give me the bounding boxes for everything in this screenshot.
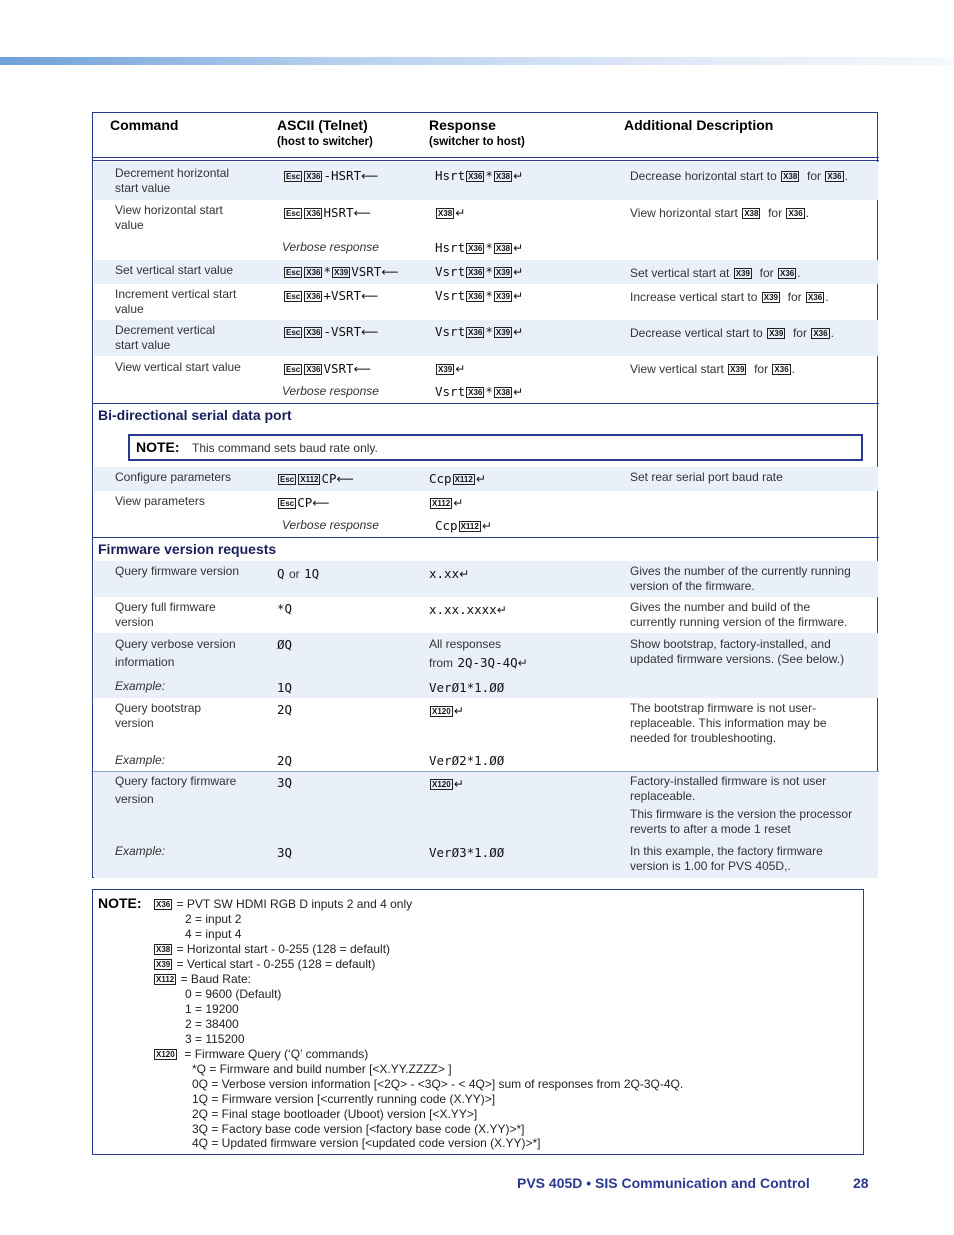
example-label: Example: bbox=[115, 679, 166, 693]
response: from 2Q-3Q-4Q↵ bbox=[429, 655, 528, 670]
description: Gives the number of the currently running bbox=[630, 564, 851, 578]
description: Show bootstrap, factory-installed, and bbox=[630, 637, 831, 651]
sis-command-table bbox=[92, 112, 878, 878]
response: Hsrt X36 * X38 ↵ bbox=[435, 168, 524, 183]
command-label: Query firmware version bbox=[115, 564, 240, 578]
verbose-label: Verbose response bbox=[282, 518, 379, 532]
response: All responses bbox=[429, 637, 502, 651]
note-line: 1Q = Firmware version [<currently running code (X.YY)>] bbox=[192, 1092, 496, 1106]
description: Set vertical start at X39 for X36 . bbox=[630, 266, 801, 280]
description: View vertical start X39 for X36 . bbox=[630, 362, 795, 376]
ascii-command: Esc X36 -VSRT⟵ bbox=[286, 324, 379, 339]
example-response: VerØ1*1.ØØ bbox=[429, 680, 505, 695]
note-line: 2 = 38400 bbox=[185, 1017, 239, 1031]
command-label: start value bbox=[115, 181, 171, 195]
verbose-response: Hsrt X36 * X38 ↵ bbox=[435, 240, 524, 255]
divider bbox=[93, 537, 879, 538]
page-number: 28 bbox=[853, 1175, 869, 1191]
description: reverts to after a mode 1 reset bbox=[630, 822, 791, 836]
divider bbox=[93, 160, 879, 161]
example-ascii: 2Q bbox=[277, 753, 293, 768]
col-header-command: Command bbox=[110, 117, 179, 133]
section-title-serial: Bi-directional serial data port bbox=[98, 407, 292, 423]
response: Vsrt X36 * X39 ↵ bbox=[435, 264, 524, 279]
description: In this example, the factory firmware bbox=[630, 844, 823, 858]
col-header-response: Response bbox=[429, 117, 496, 133]
response: X112 ↵ bbox=[432, 496, 464, 510]
divider bbox=[93, 157, 879, 158]
description: Set rear serial port baud rate bbox=[630, 470, 783, 484]
note-line: X120 = Firmware Query (‘Q’ commands) bbox=[156, 1047, 369, 1061]
command-label: version bbox=[115, 716, 154, 730]
example-ascii: 1Q bbox=[277, 680, 293, 695]
note-line: X112 = Baud Rate: bbox=[156, 972, 251, 986]
note-line: X36 = PVT SW HDMI RGB D inputs 2 and 4 only bbox=[156, 897, 413, 911]
command-label: information bbox=[115, 655, 175, 669]
verbose-label: Verbose response bbox=[282, 384, 379, 398]
description: Decrease vertical start to X39 for X36 . bbox=[630, 326, 834, 340]
col-header-description: Additional Description bbox=[624, 117, 774, 133]
response: X38 ↵ bbox=[438, 206, 466, 220]
response: Ccp X112 ↵ bbox=[429, 471, 486, 486]
command-label: View vertical start value bbox=[115, 360, 241, 374]
ascii-command: Esc X36 VSRT⟵ bbox=[286, 361, 371, 376]
note-line: X38 = Horizontal start - 0-255 (128 = default) bbox=[156, 942, 391, 956]
description: replaceable. bbox=[630, 789, 696, 803]
ascii-command: Esc X36 * X39 VSRT⟵ bbox=[286, 264, 399, 279]
description: Factory-installed firmware is not user bbox=[630, 774, 827, 788]
command-label: value bbox=[115, 302, 144, 316]
description: View horizontal start X38 for X36 . bbox=[630, 206, 810, 220]
note-line: 4Q = Updated firmware version [<updated code version (X.YY)>*] bbox=[192, 1136, 541, 1150]
note-line: X39 = Vertical start - 0-255 (128 = default) bbox=[156, 957, 376, 971]
description: Decrease horizontal start to X38 for X36 . bbox=[630, 169, 848, 183]
description: replaceable. This information may be bbox=[630, 716, 827, 730]
command-label: Query bootstrap bbox=[115, 701, 202, 715]
description: version of the firmware. bbox=[630, 579, 755, 593]
note-line: 3 = 115200 bbox=[185, 1032, 245, 1046]
response: X120 ↵ bbox=[432, 704, 464, 718]
command-label: Decrement horizontal bbox=[115, 166, 230, 180]
note-line: 3Q = Factory base code version [<factory base code (X.YY)>*] bbox=[192, 1122, 525, 1136]
note-line: 1 = 19200 bbox=[185, 1002, 239, 1016]
note-line: *Q = Firmware and build number [<X.YY.ZZZZ> ] bbox=[192, 1062, 452, 1076]
command-label: Query full firmware bbox=[115, 600, 216, 614]
command-label: Decrement vertical bbox=[115, 323, 216, 337]
command-label: Query factory firmware bbox=[115, 774, 237, 788]
command-label: View horizontal start bbox=[115, 203, 223, 217]
ascii-command: *Q bbox=[277, 601, 293, 616]
col-header-ascii: ASCII (Telnet) bbox=[277, 117, 368, 133]
divider bbox=[93, 771, 879, 772]
ascii-command: Esc X112 CP⟵ bbox=[280, 471, 354, 486]
response: X39 ↵ bbox=[438, 362, 466, 376]
description: Gives the number and build of the bbox=[630, 600, 811, 614]
command-label: start value bbox=[115, 338, 171, 352]
description: Increase vertical start to X39 for X36 . bbox=[630, 290, 829, 304]
description: currently running version of the firmware. bbox=[630, 615, 848, 629]
verbose-label: Verbose response bbox=[282, 240, 379, 254]
verbose-response: Ccp X112 ↵ bbox=[435, 518, 492, 533]
description: This firmware is the version the processor bbox=[630, 807, 853, 821]
note-label: NOTE: bbox=[136, 439, 180, 455]
section-title-firmware: Firmware version requests bbox=[98, 541, 277, 557]
note-line: 2Q = Final stage bootloader (Uboot) version [<X.YY>] bbox=[192, 1107, 478, 1121]
example-response: VerØ3*1.ØØ bbox=[429, 845, 505, 860]
example-label: Example: bbox=[115, 844, 166, 858]
command-label: Configure parameters bbox=[115, 470, 232, 484]
ascii-command: Esc X36 HSRT⟵ bbox=[286, 205, 371, 220]
command-label: Query verbose version bbox=[115, 637, 236, 651]
command-label: Increment vertical start bbox=[115, 287, 237, 301]
response: x.xx.xxxx↵ bbox=[429, 602, 507, 617]
note-line: 0Q = Verbose version information [<2Q> - <3Q> - < 4Q>] sum of responses from 2Q-3Q-4Q. bbox=[192, 1077, 684, 1091]
command-label: View parameters bbox=[115, 494, 205, 508]
note-line: 0 = 9600 (Default) bbox=[185, 987, 282, 1001]
col-header-response-sub: (switcher to host) bbox=[429, 136, 525, 148]
variables-note-box bbox=[92, 889, 864, 1155]
description: needed for troubleshooting. bbox=[630, 731, 777, 745]
ascii-command: 2Q bbox=[277, 702, 293, 717]
response: X120 ↵ bbox=[432, 777, 464, 791]
header-gradient-bar bbox=[0, 57, 954, 65]
command-label: value bbox=[115, 218, 144, 232]
note-line: 2 = input 2 bbox=[185, 912, 242, 926]
verbose-response: Vsrt X36 * X38 ↵ bbox=[435, 384, 524, 399]
col-header-ascii-sub: (host to switcher) bbox=[277, 136, 373, 148]
example-response: VerØ2*1.ØØ bbox=[429, 753, 505, 768]
description: version is 1.00 for PVS 405D,. bbox=[630, 859, 791, 873]
serial-note-box bbox=[128, 434, 863, 461]
ascii-command: Esc X36 -HSRT⟵ bbox=[286, 168, 379, 183]
response: x.xx↵ bbox=[429, 566, 470, 581]
ascii-command: ØQ bbox=[277, 637, 293, 652]
description: The bootstrap firmware is not user- bbox=[630, 701, 817, 715]
response: Vsrt X36 * X39 ↵ bbox=[435, 288, 524, 303]
ascii-command: 3Q bbox=[277, 775, 293, 790]
response: Vsrt X36 * X39 ↵ bbox=[435, 324, 524, 339]
command-label: version bbox=[115, 792, 154, 806]
description: updated firmware versions. (See below.) bbox=[630, 652, 845, 666]
example-label: Example: bbox=[115, 753, 166, 767]
note-label: NOTE: bbox=[98, 895, 142, 911]
ascii-command: Q or 1Q bbox=[277, 566, 320, 581]
note-text: This command sets baud rate only. bbox=[192, 441, 378, 455]
note-line: 4 = input 4 bbox=[185, 927, 242, 941]
ascii-command: Esc X36 +VSRT⟵ bbox=[286, 288, 379, 303]
command-label: Set vertical start value bbox=[115, 263, 234, 277]
command-label: version bbox=[115, 615, 154, 629]
ascii-command: Esc CP⟵ bbox=[280, 495, 330, 510]
divider bbox=[93, 403, 879, 404]
footer-title: PVS 405D • SIS Communication and Control bbox=[517, 1175, 810, 1191]
example-ascii: 3Q bbox=[277, 845, 293, 860]
